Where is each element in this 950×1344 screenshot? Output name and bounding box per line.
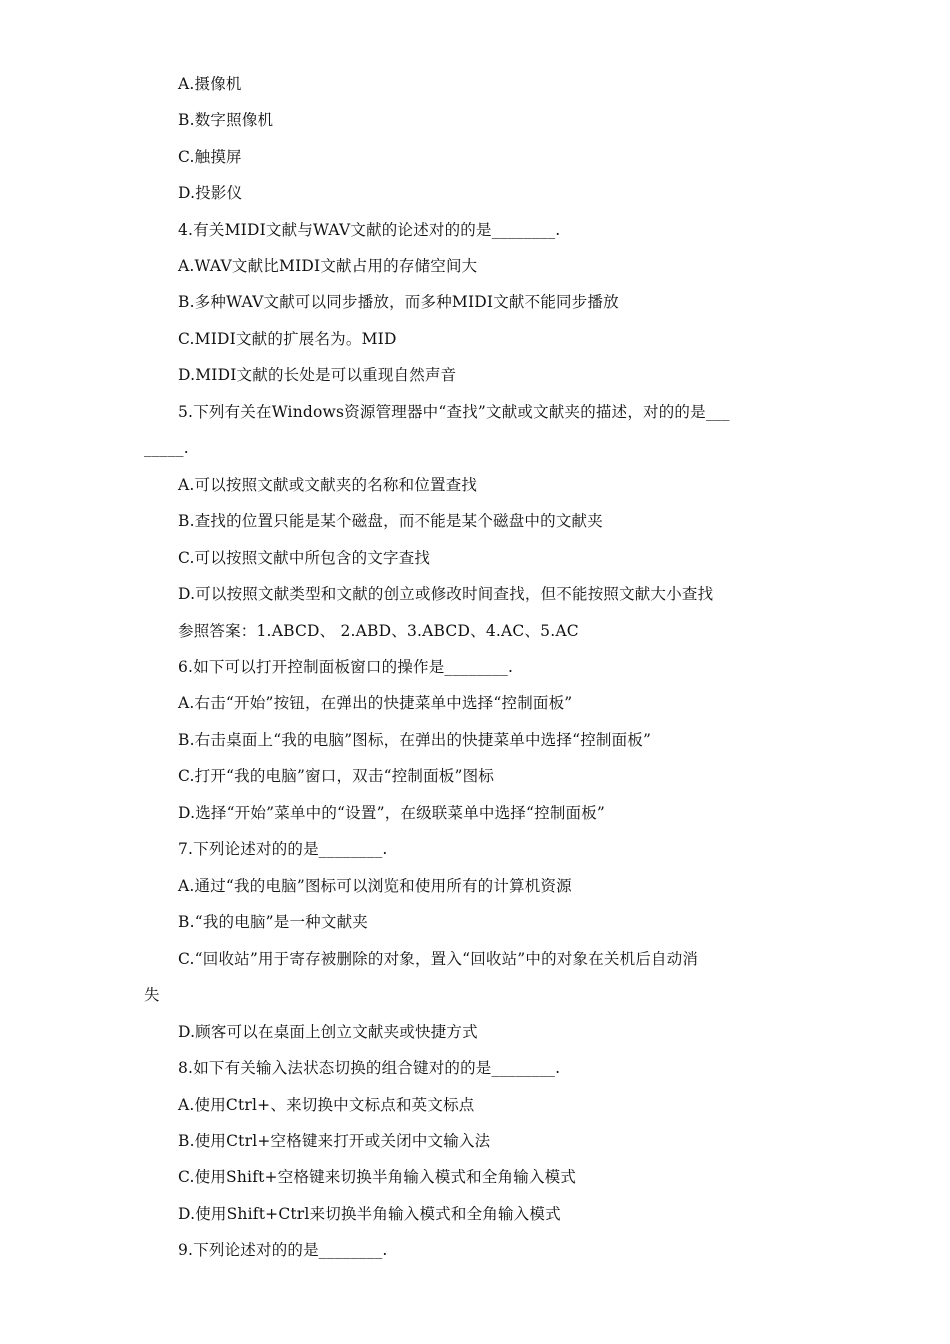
question-7: 7.下列论述对的的是________. [178, 840, 388, 858]
option-b-q3: B.数字照像机 [178, 111, 274, 129]
option-b-q7: B.“我的电脑”是一种文献夹 [178, 913, 368, 931]
option-c-q5: C.可以按照文献中所包含的文字查找 [178, 549, 431, 567]
option-b-q6: B.右击桌面上“我的电脑”图标，在弹出的快捷菜单中选择“控制面板” [178, 731, 652, 749]
option-a-q6: A.右击“开始”按钮，在弹出的快捷菜单中选择“控制面板” [178, 694, 573, 712]
question-6: 6.如下可以打开控制面板窗口的操作是________. [178, 658, 514, 676]
question-8: 8.如下有关输入法状态切换的组合键对的的是________. [178, 1059, 561, 1077]
option-b-q4: B.多种WAV文献可以同步播放，而多种MIDI文献不能同步播放 [178, 293, 619, 311]
option-d-q7: D.顾客可以在桌面上创立文献夹或快捷方式 [178, 1023, 478, 1041]
question-5: 5.下列有关在Windows资源管理器中“查找”文献或文献夹的描述，对的的是___ [178, 403, 730, 421]
question-9: 9.下列论述对的的是________. [178, 1241, 388, 1259]
option-d-q6: D.选择“开始”菜单中的“设置”，在级联菜单中选择“控制面板” [178, 804, 606, 822]
option-d-q3: D.投影仪 [178, 184, 243, 202]
option-b-q8: B.使用Ctrl+空格键来打开或关闭中文输入法 [178, 1132, 491, 1150]
option-a-q5: A.可以按照文献或文献夹的名称和位置查找 [178, 476, 478, 494]
option-a-q3: A.摄像机 [178, 75, 242, 93]
question-5-continuation: _____. [144, 439, 189, 457]
option-b-q5: B.查找的位置只能是某个磁盘，而不能是某个磁盘中的文献夹 [178, 512, 603, 530]
option-d-q5: D.可以按照文献类型和文献的创立或修改时间查找，但不能按照文献大小查找 [178, 585, 714, 603]
option-c-q3: C.触摸屏 [178, 148, 242, 166]
option-a-q7: A.通过“我的电脑”图标可以浏览和使用所有的计算机资源 [178, 877, 572, 895]
option-c-q7: C.“回收站”用于寄存被删除的对象，置入“回收站”中的对象在关机后自动消 [178, 950, 699, 968]
option-a-q4: A.WAV文献比MIDI文献占用的存储空间大 [178, 257, 478, 275]
answer-key: 参照答案：1.ABCD、 2.ABD、3.ABCD、4.AC、5.AC [178, 622, 579, 640]
option-c-q8: C.使用Shift+空格键来切换半角输入模式和全角输入模式 [178, 1168, 577, 1186]
option-a-q8: A.使用Ctrl+、来切换中文标点和英文标点 [178, 1096, 475, 1114]
option-d-q4: D.MIDI文献的长处是可以重现自然声音 [178, 366, 457, 384]
option-c-q7-continuation: 失 [144, 986, 160, 1004]
option-c-q6: C.打开“我的电脑”窗口，双击“控制面板”图标 [178, 767, 495, 785]
option-c-q4: C.MIDI文献的扩展名为。MID [178, 330, 397, 348]
question-4: 4.有关MIDI文献与WAV文献的论述对的的是________. [178, 221, 561, 239]
option-d-q8: D.使用Shift+Ctrl来切换半角输入模式和全角输入模式 [178, 1205, 561, 1223]
